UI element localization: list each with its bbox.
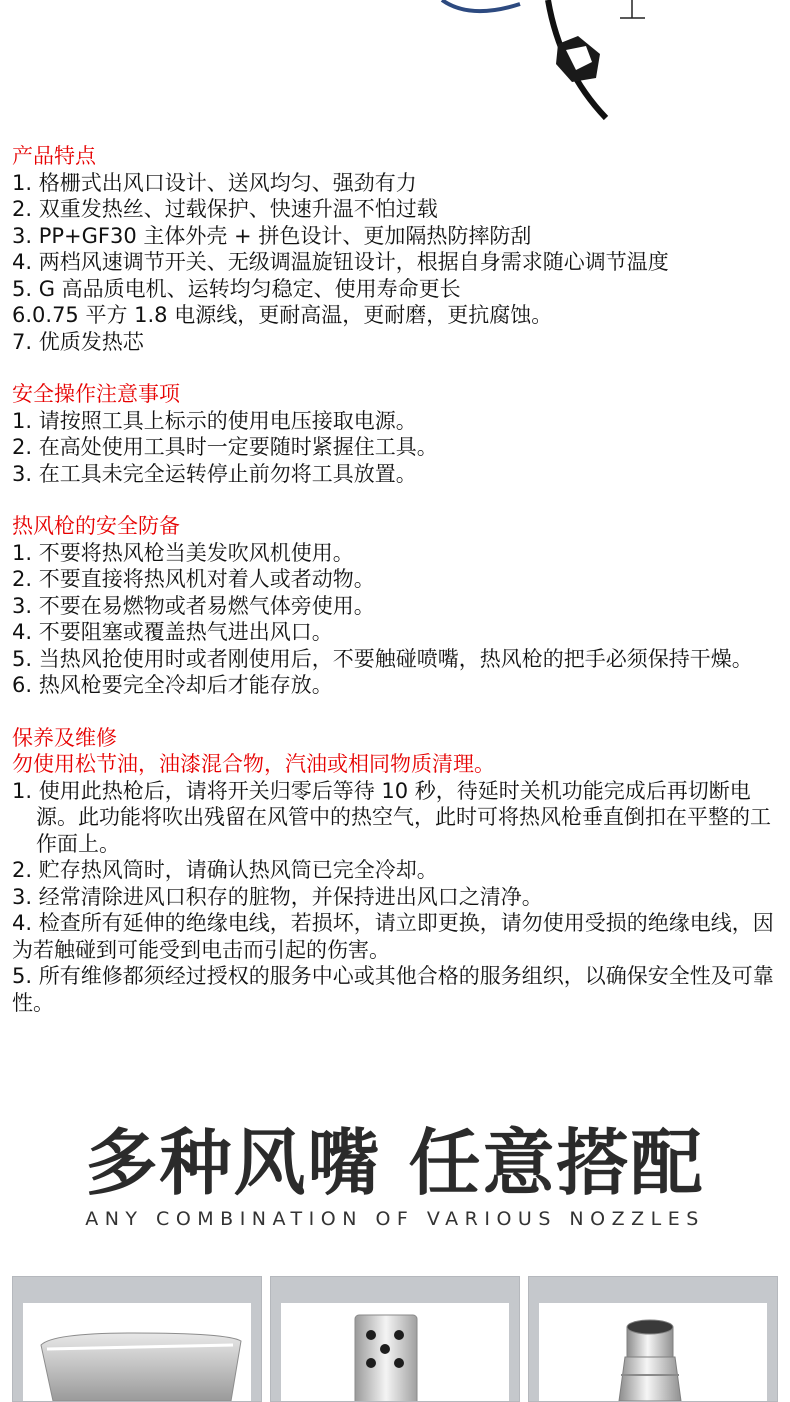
- list-item: 3. PP+GF30 主体外壳 + 拼色设计、更加隔热防摔防刮: [12, 223, 532, 248]
- banner-title: 多种风嘴 任意搭配: [85, 1121, 705, 1205]
- flat-nozzle-icon: [13, 1277, 261, 1401]
- banner-subtitle: ANY COMBINATION OF VARIOUS NOZZLES: [85, 1208, 705, 1230]
- nozzle-card-perforated: [270, 1276, 520, 1402]
- nozzle-card-round: [528, 1276, 778, 1402]
- section-title: 安全操作注意事项: [12, 382, 180, 406]
- list-item: 2. 不要直接将热风机对着人或者动物。: [12, 567, 375, 591]
- section-safety-operation: [12, 381, 787, 487]
- list-item: 5. G 高品质电机、运转均匀稳定、使用寿命更长: [12, 276, 461, 301]
- maintenance-warning: 勿使用松节油，油漆混合物，汽油或相同物质清理。: [12, 752, 495, 776]
- list-item: 5. 当热风抢使用时或者刚使用后，不要触碰喷嘴，热风枪的把手必须保持干燥。: [12, 646, 753, 671]
- device-edge: [442, 0, 520, 11]
- list-item: 6. 热风枪要完全冷却后才能存放。: [12, 673, 333, 697]
- section-title: 产品特点: [12, 144, 96, 168]
- section-title: 热风枪的安全防备: [12, 514, 180, 538]
- list-item: 6.0.75 平方 1.8 电源线，更耐高温，更耐磨，更抗腐蚀。: [12, 303, 553, 327]
- nozzle-gallery: [12, 1276, 778, 1400]
- list-item: 1. 不要将热风枪当美发吹风机使用。: [12, 540, 354, 565]
- list-item: 4. 两档风速调节开关、无级调温旋钮设计，根据自身需求随心调节温度: [12, 250, 669, 274]
- spec-text-block: [12, 143, 787, 1042]
- product-photo-fragment: [0, 0, 790, 140]
- section-title: 保养及维修: [12, 725, 117, 750]
- list-item: 4. 不要阻塞或覆盖热气进出风口。: [12, 620, 333, 644]
- section-heat-gun-precautions: [12, 513, 787, 699]
- perforated-nozzle-icon: [271, 1277, 519, 1401]
- list-item: 1. 使用此热枪后，请将开关归零后等待 10 秒，待延时关机功能完成后再切断电源。此功能将吹出残留在风管中的热空气，此时可将热风枪垂直倒扣在平整的工作面上。: [12, 778, 771, 856]
- list-item: 1. 请按照工具上标示的使用电压接取电源。: [12, 408, 417, 433]
- list-item: 1. 格栅式出风口设计、送风均匀、强劲有力: [12, 170, 417, 195]
- section-features: [12, 143, 787, 355]
- section-maintenance: [12, 725, 787, 1017]
- list-item: 2. 在高处使用工具时一定要随时紧握住工具。: [12, 435, 438, 459]
- list-item: 3. 不要在易燃物或者易燃气体旁使用。: [12, 593, 375, 618]
- list-item: 3. 在工具未完全运转停止前勿将工具放置。: [12, 461, 417, 486]
- list-item: 2. 双重发热丝、过载保护、快速升温不怕过载: [12, 197, 438, 221]
- round-nozzle-icon: [529, 1277, 777, 1401]
- list-item: 7. 优质发热芯: [12, 329, 144, 354]
- list-item: 3. 经常清除进风口积存的脏物，并保持进出风口之清净。: [12, 884, 543, 909]
- list-item: 4. 检查所有延伸的绝缘电线，若损坏，请立即更换，请勿使用受损的绝缘电线，因为若触碰到可能受到电击而引起的伤害。: [12, 911, 774, 962]
- list-item: 2. 贮存热风筒时，请确认热风筒已完全冷却。: [12, 858, 438, 882]
- list-item: 5. 所有维修都须经过授权的服务中心或其他合格的服务组织，以确保安全性及可靠性。: [12, 964, 774, 1015]
- nozzle-card-flat: [12, 1276, 262, 1402]
